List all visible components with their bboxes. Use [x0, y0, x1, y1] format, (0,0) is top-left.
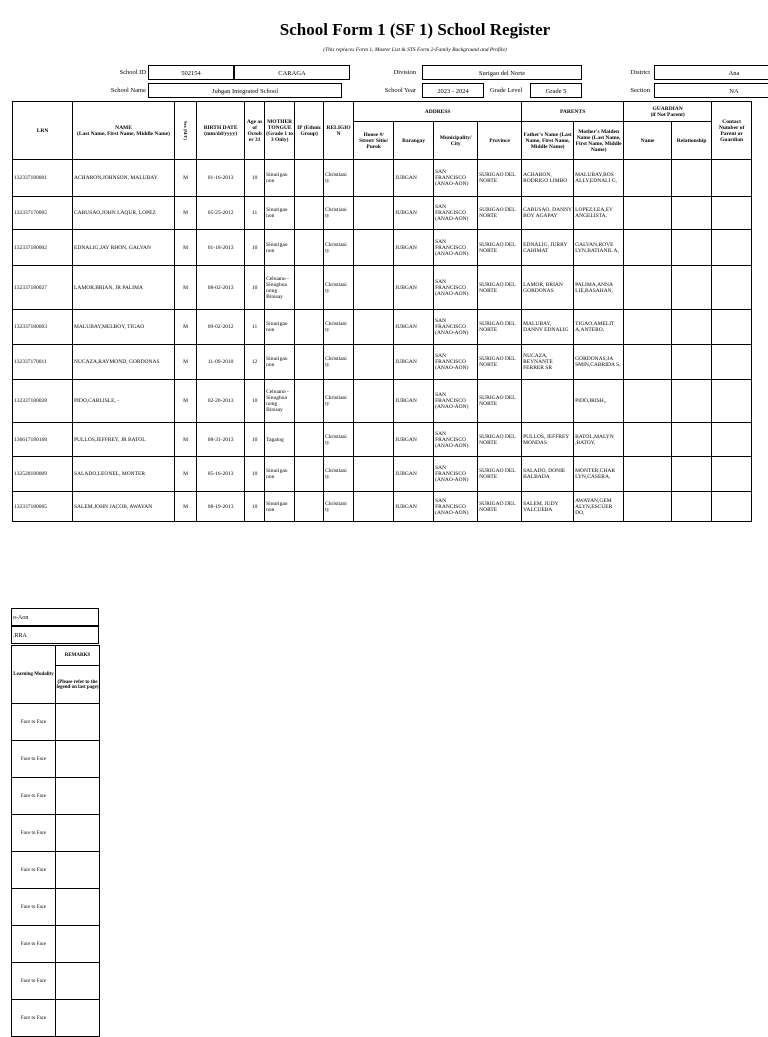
cell-house: [354, 266, 394, 310]
cell-religion: Christiani ty: [324, 423, 354, 457]
cell-province: SURIGAO DEL NORTE: [478, 160, 522, 197]
cell-birth-date: 01-16-2013: [197, 160, 245, 197]
col-guardian-name: Name: [624, 122, 672, 160]
cell-ip: [295, 310, 324, 345]
cell-birth-date: 09-02-2012: [197, 310, 245, 345]
cell-name: PULLOS,JEFFREY, JR BATOL: [73, 423, 175, 457]
cell-barangay: JUBGAN: [394, 310, 434, 345]
remarks-cell: [56, 852, 100, 889]
table-row: [13, 380, 752, 423]
region-value: CARAGA: [234, 65, 350, 80]
cell-mother-tongue: Sinurigao non: [265, 197, 295, 230]
cell-relationship: [672, 230, 712, 266]
cell-mother-tongue: Sinurigao non: [265, 230, 295, 266]
cell-lrn: 132528180009: [13, 457, 73, 492]
cell-age: 10: [245, 380, 265, 423]
cell-ip: [295, 197, 324, 230]
table-row: [13, 197, 752, 230]
cell-father: LAMOR, BRIAN GORDONAS: [522, 266, 574, 310]
cell-relationship: [672, 380, 712, 423]
col-barangay: Barangay: [394, 122, 434, 160]
cell-municipality: SAN FRANCISCO (ANAO-AON): [434, 345, 478, 380]
cell-house: [354, 423, 394, 457]
cell-mother: MONTER,CHAR LYN,CASERA,: [574, 457, 624, 492]
cell-lrn: 136617180168: [13, 423, 73, 457]
remarks-cell: [56, 926, 100, 963]
table-row: [13, 345, 752, 380]
cell-lrn: 132337180027: [13, 266, 73, 310]
school-id-label: School ID: [119, 69, 146, 76]
cell-barangay: JUBGAN: [394, 380, 434, 423]
cell-sex: M: [175, 492, 197, 522]
cell-province: SURIGAO DEL NORTE: [478, 197, 522, 230]
cell-religion: Christiani ty: [324, 492, 354, 522]
cell-sex: M: [175, 423, 197, 457]
cell-age: 11: [245, 197, 265, 230]
col-house: House #/ Street/ Sitio/ Purok: [354, 122, 394, 160]
cell-ip: [295, 266, 324, 310]
list-item: [12, 926, 100, 963]
remarks-cell: [56, 963, 100, 1000]
cell-guardian-name: [624, 457, 672, 492]
cell-name: NUCAZA,RAYMOND, GORDONAS: [73, 345, 175, 380]
remarks-header: REMARKS: [56, 646, 100, 666]
cell-relationship: [672, 457, 712, 492]
cell-province: SURIGAO DEL NORTE: [478, 310, 522, 345]
cell-relationship: [672, 423, 712, 457]
cell-father: CABUSAO, DANNY BOY AGAPAY: [522, 197, 574, 230]
cell-province: SURIGAO DEL NORTE: [478, 266, 522, 310]
col-guardian: GUARDIAN (if Not Parent): [624, 102, 712, 122]
section-label: Section: [630, 87, 650, 94]
cell-barangay: JUBGAN: [394, 457, 434, 492]
col-relationship: Relationship: [672, 122, 712, 160]
table-row: [13, 230, 752, 266]
cell-lrn: 132337170005: [13, 197, 73, 230]
cell-guardian-name: [624, 310, 672, 345]
cell-municipality: SAN FRANCISCO (ANAO-AON): [434, 492, 478, 522]
cell-mother-tongue: Sinurigao non: [265, 492, 295, 522]
cell-name: EDNALIG,JAY RHON, GALVAN: [73, 230, 175, 266]
cell-municipality: SAN FRANCISCO (ANAO-AON): [434, 197, 478, 230]
table-row: [13, 266, 752, 310]
cell-name: SALADO,LEONEL, MONTER: [73, 457, 175, 492]
col-parents: PARENTS: [522, 102, 624, 122]
learning-modality-cell: Face to Face: [12, 778, 56, 815]
cell-mother-tongue: Sinurigao non: [265, 457, 295, 492]
cell-lrn: 132337180028: [13, 380, 73, 423]
cell-mother: BATOL,MALYN ,BATOY,: [574, 423, 624, 457]
cell-contact: [712, 492, 752, 522]
cell-age: 10: [245, 230, 265, 266]
learning-modality-header: Learning Modality: [12, 646, 56, 704]
list-item: [12, 963, 100, 1000]
cell-sex: M: [175, 345, 197, 380]
school-id-value: 502154: [148, 65, 234, 80]
cell-birth-date: 01-18-2013: [197, 230, 245, 266]
learning-modality-cell: Face to Face: [12, 963, 56, 1000]
table-row: [13, 423, 752, 457]
cell-sex: M: [175, 310, 197, 345]
col-name: NAME (Last Name, First Name, Middle Name): [73, 102, 175, 160]
cell-contact: [712, 266, 752, 310]
cell-name: LAMOR,BRIAN, JR PALIMA: [73, 266, 175, 310]
cell-ip: [295, 380, 324, 423]
cell-guardian-name: [624, 423, 672, 457]
cell-house: [354, 310, 394, 345]
cell-name: SALEM,JOHN JACOB, AWAYAN: [73, 492, 175, 522]
cell-contact: [712, 197, 752, 230]
cell-birth-date: 08-02-2013: [197, 266, 245, 310]
col-contact: Contact Number of Parent or Guardian: [712, 102, 752, 160]
table-row: [13, 457, 752, 492]
cell-father: SALADO, DONIE BALBADA: [522, 457, 574, 492]
cell-sex: M: [175, 266, 197, 310]
cell-municipality: SAN FRANCISCO (ANAO-AON): [434, 457, 478, 492]
cell-birth-date: 05-16-2013: [197, 457, 245, 492]
cell-mother: PALIMA,ANNA LIE,BASAHAN,: [574, 266, 624, 310]
cell-mother: PIDO,IRISH,,: [574, 380, 624, 423]
cell-relationship: [672, 266, 712, 310]
learning-modality-cell: Face to Face: [12, 926, 56, 963]
cell-name: PIDO,CARLISLE, -: [73, 380, 175, 423]
cell-mother: GORDONAS,JA SMIN,CABRIDA S,: [574, 345, 624, 380]
cell-guardian-name: [624, 160, 672, 197]
remarks-cell: [56, 778, 100, 815]
cell-birth-date: 05-25-2012: [197, 197, 245, 230]
cell-mother: MALUBAY,ROS ALLY,EDNALI G,: [574, 160, 624, 197]
cell-lrn: 132337180001: [13, 160, 73, 197]
cell-barangay: JUBGAN: [394, 230, 434, 266]
cell-house: [354, 492, 394, 522]
cell-province: SURIGAO DEL NORTE: [478, 345, 522, 380]
cell-relationship: [672, 197, 712, 230]
form-subtitle: (This replaces Form 1, Master List & STS Form 2-Family Background and Profile): [323, 47, 507, 53]
cell-sex: M: [175, 160, 197, 197]
cell-barangay: JUBGAN: [394, 197, 434, 230]
cell-mother: LOPEZ,LEA,EV ANGELISTA,: [574, 197, 624, 230]
learning-modality-cell: Face to Face: [12, 889, 56, 926]
cell-house: [354, 230, 394, 266]
cell-guardian-name: [624, 345, 672, 380]
table-row: [13, 160, 752, 197]
cell-ip: [295, 492, 324, 522]
cell-religion: Christiani ty: [324, 457, 354, 492]
cell-name: ACHARON,JOHNSON, MALUBAY: [73, 160, 175, 197]
cell-age: 12: [245, 345, 265, 380]
cell-age: 10: [245, 266, 265, 310]
cell-age: 10: [245, 457, 265, 492]
cell-father: SALEM, JUDY VALCUEBA: [522, 492, 574, 522]
cell-father: [522, 380, 574, 423]
cell-contact: [712, 160, 752, 197]
cell-relationship: [672, 492, 712, 522]
cell-father: EDNALIG, JURRY CAHIMAT: [522, 230, 574, 266]
cell-province: SURIGAO DEL NORTE: [478, 423, 522, 457]
cell-house: [354, 345, 394, 380]
cell-age: 10: [245, 423, 265, 457]
cell-house: [354, 197, 394, 230]
cell-mother: AWAYAN,GEM ALYN,ESCUER DO,: [574, 492, 624, 522]
list-item: [12, 889, 100, 926]
col-age: Age as of Octob er 31: [245, 102, 265, 160]
cell-contact: [712, 230, 752, 266]
cell-age: 10: [245, 160, 265, 197]
table-row: [13, 492, 752, 522]
cell-barangay: JUBGAN: [394, 492, 434, 522]
remarks-cell: [56, 704, 100, 741]
cell-name: MALUBAY,MELBOY, TIGAO: [73, 310, 175, 345]
cell-name: CABUSAO,JOHN LAQUR, LOPEZ: [73, 197, 175, 230]
cell-religion: Christiani ty: [324, 310, 354, 345]
cell-house: [354, 380, 394, 423]
cell-relationship: [672, 310, 712, 345]
cell-guardian-name: [624, 492, 672, 522]
list-item: [12, 1000, 100, 1037]
cell-guardian-name: [624, 197, 672, 230]
district-value: Ana: [654, 65, 768, 80]
cell-sex: M: [175, 457, 197, 492]
cell-province: SURIGAO DEL NORTE: [478, 492, 522, 522]
cell-contact: [712, 310, 752, 345]
grade-level-value: Grade 5: [530, 83, 582, 98]
cell-birth-date: 11-09-2010: [197, 345, 245, 380]
form-title: School Form 1 (SF 1) School Register: [279, 20, 551, 39]
cell-lrn: 132337170011: [13, 345, 73, 380]
cell-relationship: [672, 345, 712, 380]
cell-father: PULLOS, JEFFREY MONDAS: [522, 423, 574, 457]
cell-barangay: JUBGAN: [394, 345, 434, 380]
col-religion: RELIGIO N: [324, 102, 354, 160]
division-fragment: .RRA: [11, 626, 99, 644]
col-sex: Sex (M/F): [175, 102, 197, 160]
cell-municipality: SAN FRANCISCO (ANAO-AON): [434, 266, 478, 310]
col-birth-date: BIRTH DATE (mm/dd/yyyy): [197, 102, 245, 160]
register-table: [12, 101, 752, 522]
cell-guardian-name: [624, 230, 672, 266]
remarks-cell: [56, 741, 100, 778]
cell-age: 10: [245, 492, 265, 522]
cell-ip: [295, 423, 324, 457]
remarks-note: (Please refer to the legend on last page): [56, 666, 100, 704]
cell-contact: [712, 345, 752, 380]
cell-mother-tongue: Cebuano - Sinugbua nong Binisay: [265, 266, 295, 310]
cell-lrn: 132337180003: [13, 310, 73, 345]
section-value: NA: [654, 83, 768, 98]
cell-sex: M: [175, 380, 197, 423]
cell-province: SURIGAO DEL NORTE: [478, 380, 522, 423]
cell-municipality: SAN FRANCISCO (ANAO-AON): [434, 380, 478, 423]
list-item: [12, 704, 100, 741]
cell-religion: Christiani ty: [324, 345, 354, 380]
cell-religion: Christiani ty: [324, 230, 354, 266]
cell-relationship: [672, 160, 712, 197]
cell-contact: [712, 457, 752, 492]
cell-birth-date: 08-19-2013: [197, 492, 245, 522]
learning-modality-cell: Face to Face: [12, 1000, 56, 1037]
cell-municipality: SAN FRANCISCO (ANAO-AON): [434, 310, 478, 345]
cell-contact: [712, 423, 752, 457]
cell-birth-date: 08-31-2013: [197, 423, 245, 457]
cell-birth-date: 02-20-2013: [197, 380, 245, 423]
cell-province: SURIGAO DEL NORTE: [478, 230, 522, 266]
col-address: ADDRESS: [354, 102, 522, 122]
remarks-cell: [56, 815, 100, 852]
modality-table: [11, 645, 100, 1037]
learning-modality-cell: Face to Face: [12, 704, 56, 741]
cell-religion: Christiani ty: [324, 380, 354, 423]
col-province: Province: [478, 122, 522, 160]
list-item: [12, 741, 100, 778]
cell-mother: TIGAO,AMELIT A,ANTERO,: [574, 310, 624, 345]
col-lrn: LRN: [13, 102, 73, 160]
cell-religion: Christiani ty: [324, 160, 354, 197]
cell-father: ACHARON, RODRIGO LIMBO: [522, 160, 574, 197]
cell-sex: M: [175, 230, 197, 266]
remarks-cell: [56, 889, 100, 926]
cell-ip: [295, 457, 324, 492]
cell-mother: GALVAN,ROVE LYN,BATIANIL A,: [574, 230, 624, 266]
cell-mother-tongue: Cebuano - Sinugbua nong Binisay: [265, 380, 295, 423]
col-mother: Mother's Maiden Name (Last Name, First Name, Middle Name): [574, 122, 624, 160]
col-municipality: Municipality/ City: [434, 122, 478, 160]
cell-ip: [295, 230, 324, 266]
learning-modality-cell: Face to Face: [12, 741, 56, 778]
cell-contact: [712, 380, 752, 423]
learning-modality-cell: Face to Face: [12, 852, 56, 889]
col-father: Father's Name (Last Name, First Name, Middle Name): [522, 122, 574, 160]
cell-guardian-name: [624, 266, 672, 310]
grade-level-label: Grade Level: [489, 87, 523, 94]
cell-lrn: 132337180002: [13, 230, 73, 266]
cell-guardian-name: [624, 380, 672, 423]
cell-father: MALUBAY, DANNY EDNALIG: [522, 310, 574, 345]
cell-municipality: SAN FRANCISCO (ANAO-AON): [434, 423, 478, 457]
cell-ip: [295, 160, 324, 197]
cell-lrn: 132337180005: [13, 492, 73, 522]
cell-barangay: JUBGAN: [394, 423, 434, 457]
cell-age: 11: [245, 310, 265, 345]
cell-barangay: JUBGAN: [394, 266, 434, 310]
district-fragment: o-Aon: [11, 608, 99, 626]
school-name-label: School Name: [110, 87, 146, 94]
cell-mother-tongue: Tagalog: [265, 423, 295, 457]
division-value: Surigao del Norte: [422, 65, 582, 80]
learning-modality-cell: Face to Face: [12, 815, 56, 852]
school-year-label: School Year: [384, 87, 416, 94]
cell-ip: [295, 345, 324, 380]
remarks-cell: [56, 1000, 100, 1037]
cell-father: NUCAZA, REYNANTE FERRER SR: [522, 345, 574, 380]
cell-mother-tongue: Sinurigao non: [265, 345, 295, 380]
cell-municipality: SAN FRANCISCO (ANAO-AON): [434, 230, 478, 266]
cell-mother-tongue: Sinurigao non: [265, 160, 295, 197]
cell-sex: M: [175, 197, 197, 230]
table-row: [13, 310, 752, 345]
cell-religion: Christiani ty: [324, 266, 354, 310]
cell-province: SURIGAO DEL NORTE: [478, 457, 522, 492]
cell-house: [354, 457, 394, 492]
cell-house: [354, 160, 394, 197]
list-item: [12, 778, 100, 815]
list-item: [12, 815, 100, 852]
school-name-value: Jubgan Integrated School: [148, 83, 342, 98]
cell-mother-tongue: Sinurigao non: [265, 310, 295, 345]
cell-barangay: JUBGAN: [394, 160, 434, 197]
cell-religion: Christiani ty: [324, 197, 354, 230]
col-mother-tongue: MOTHER TONGUE (Grade 1 to 3 Only): [265, 102, 295, 160]
division-label: Division: [393, 69, 416, 76]
cell-municipality: SAN FRANCISCO (ANAO-AON): [434, 160, 478, 197]
list-item: [12, 852, 100, 889]
col-ip: IP (Ethnic Group): [295, 102, 324, 160]
district-label: District: [630, 69, 650, 76]
school-year-value: 2023 - 2024: [422, 83, 484, 98]
